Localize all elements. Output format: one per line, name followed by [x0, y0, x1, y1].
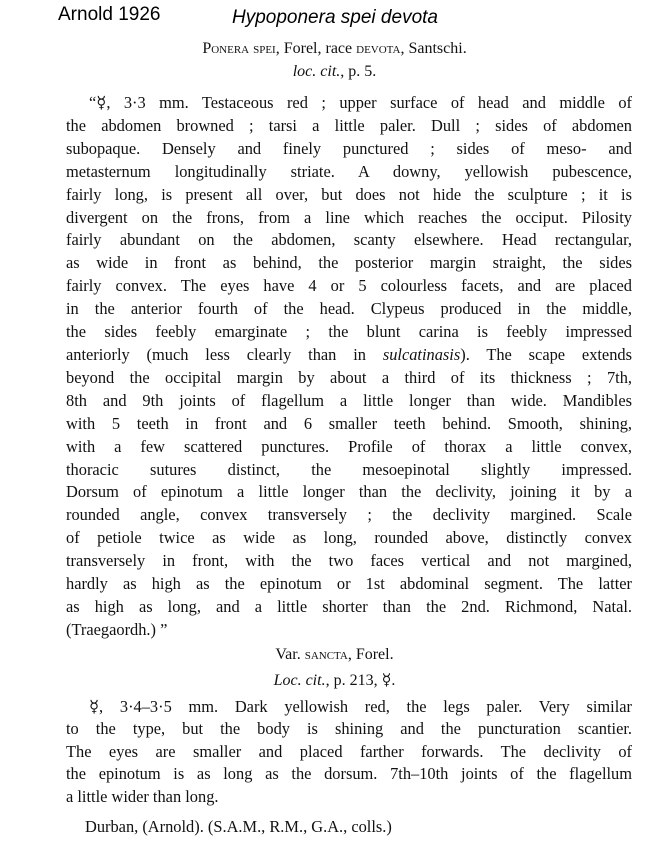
citation-1-page: , p. 5. — [340, 63, 377, 80]
description-line: the sides feebly emarginate ; the blunt carina is feebly impressed — [66, 322, 632, 342]
variety-line: The eyes are smaller and placed farther forwards. The declivity of — [66, 741, 632, 761]
description-line: hardly as high as the epinotum or 1st abdominal segment. The latter — [66, 574, 632, 594]
description-line-last: (Traegaordh.) ” — [66, 619, 168, 639]
description-line: fairly convex. The eyes have 4 or 5 colourless facets, and are placed — [66, 276, 632, 296]
description-line: beyond the occipital margin by about a third of its thickness ; 7th, — [66, 367, 632, 387]
description-line: thoracic sutures distinct, the mesoepinotal slightly impressed. — [66, 459, 632, 479]
variety-line: the epinotum is as long as the dorsum. 7th–10th joints of the flagellum — [66, 764, 632, 784]
variety-line-last: a little wider than long. — [66, 786, 219, 806]
description-line: Dorsum of epinotum a little longer than the declivity, joining it by a — [66, 482, 632, 502]
citation-2-italic: Loc. cit. — [273, 672, 326, 689]
description-line: fairly long, is present all over, but does not hide the sculpture ; it is — [66, 184, 632, 204]
description-line: 8th and 9th joints of flagellum a little longer than wide. Mandibles — [66, 390, 632, 410]
variety-paragraph — [66, 696, 632, 808]
species-author: , Forel, race — [275, 40, 357, 57]
citation-1 — [0, 63, 669, 81]
description-line: transversely in front, with the two faces vertical and not margined, — [66, 551, 632, 571]
variety-line: ☿, 3·4–3·5 mm. Dark yellowish red, the legs paler. Very similar — [89, 697, 632, 716]
description-line: with 5 teeth in front and 6 smaller teeth behind. Smooth, shining, — [66, 413, 632, 433]
race-name: devota — [356, 40, 401, 57]
description-line: fairly abundant on the abdomen, scanty elsewhere. Head rectangular, — [66, 230, 632, 250]
description-line: of petiole twice as wide as long, rounded above, distinctly convex — [66, 528, 632, 548]
taxon-name-label: Hypoponera spei devota — [232, 7, 438, 28]
citation-2-page: , p. 213, ☿. — [325, 672, 396, 689]
locality-line: Durban, (Arnold). (S.A.M., R.M., G.A., colls.) — [85, 817, 392, 836]
citation-2 — [0, 670, 669, 690]
species-name: Ponera spei — [202, 40, 276, 57]
variety-name: sancta — [304, 646, 348, 663]
species-heading — [0, 40, 669, 58]
variety-heading — [0, 646, 669, 664]
description-paragraph — [66, 92, 632, 642]
description-line: “☿, 3·3 mm. Testaceous red ; upper surface of head and middle of — [89, 93, 632, 112]
race-author: , Santschi. — [400, 40, 467, 57]
description-line: divergent on the frons, from a line which reaches the occiput. Pilosity — [66, 207, 632, 227]
citation-1-italic: loc. cit. — [292, 63, 341, 80]
variety-line: to the type, but the body is shining and the puncturation scantier. — [66, 719, 632, 739]
line-segment: anteriorly (much less clearly than in — [66, 344, 383, 364]
author-year-label: Arnold 1926 — [58, 4, 161, 25]
description-line: subopaque. Densely and finely punctured ; sides of meso- and — [66, 138, 632, 158]
italic-species-name: sulcatinasis — [382, 344, 461, 364]
description-line: rounded angle, convex transversely ; the declivity margined. Scale — [66, 505, 632, 525]
description-line: as wide in front as behind, the posterior margin straight, the sides — [66, 253, 632, 273]
variety-author: , Forel. — [347, 646, 394, 663]
description-line: metasternum longitudinally striate. A downy, yellowish pubescence, — [66, 161, 632, 181]
description-line: the abdomen browned ; tarsi a little paler. Dull ; sides of abdomen — [66, 115, 632, 135]
description-line: with a few scattered punctures. Profile of thorax a little convex, — [66, 436, 632, 456]
variety-prefix: Var. — [275, 646, 305, 663]
description-line: as high as long, and a little shorter than the 2nd. Richmond, Natal. — [66, 596, 632, 616]
description-line-with-italic — [66, 344, 632, 367]
description-line: in the anterior fourth of the head. Clypeus produced in the middle, — [66, 299, 632, 319]
line-segment: ). The scape extends — [460, 344, 632, 364]
